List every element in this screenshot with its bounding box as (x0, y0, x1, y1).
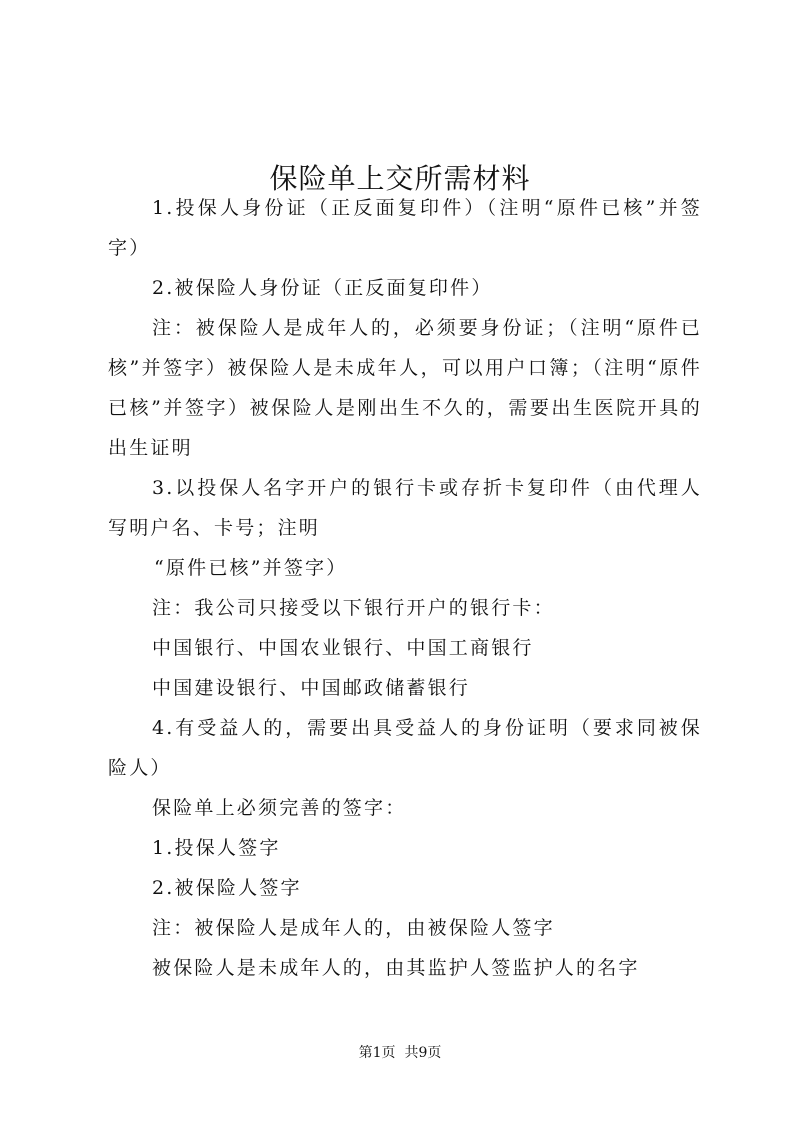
paragraph-note-1: 注：被保险人是成年人的，必须要身份证；（注明“原件已核”并签字）被保险人是未成年人，可以用户口簿；（注明“原件已核”并签字）被保险人是刚出生不久的，需要出生医院开具的出生证明 (108, 317, 702, 459)
paragraph-item-3: 3.以投保人名字开户的银行卡或存折卡复印件（由代理人写明户名、卡号；注明 (108, 477, 702, 539)
paragraph-item-2: 2.被保险人身份证（正反面复印件） (152, 277, 493, 299)
paragraph-item-1: 1.投保人身份证（正反面复印件）（注明“原件已核”并签字） (108, 197, 702, 259)
document-body (108, 188, 702, 988)
page-total: 共9页 (404, 1045, 442, 1061)
paragraph-bank-list-1: 中国银行、中国农业银行、中国工商银行 (152, 637, 534, 659)
paragraph-note-2: 注：我公司只接受以下银行开户的银行卡： (152, 597, 555, 619)
paragraph-signature-heading: 保险单上必须完善的签字： (152, 797, 407, 819)
paragraph-signature-1: 1.投保人签字 (152, 837, 281, 859)
paragraph-note-4: 被保险人是未成年人的，由其监护人签监护人的名字 (152, 957, 640, 979)
page-footer (0, 1043, 800, 1063)
page-number: 第1页 (358, 1045, 396, 1061)
paragraph-item-4: 4.有受益人的，需要出具受益人的身份证明（要求同被保险人） (108, 717, 702, 779)
paragraph-bank-list-2: 中国建设银行、中国邮政储蓄银行 (152, 677, 471, 699)
document-title: 保险单上交所需材料 (269, 161, 531, 195)
paragraph-signature-2: 2.被保险人签字 (152, 877, 302, 899)
paragraph-item-3-continued: “原件已核”并签字） (154, 557, 348, 579)
paragraph-note-3: 注：被保险人是成年人的，由被保险人签字 (152, 917, 555, 939)
